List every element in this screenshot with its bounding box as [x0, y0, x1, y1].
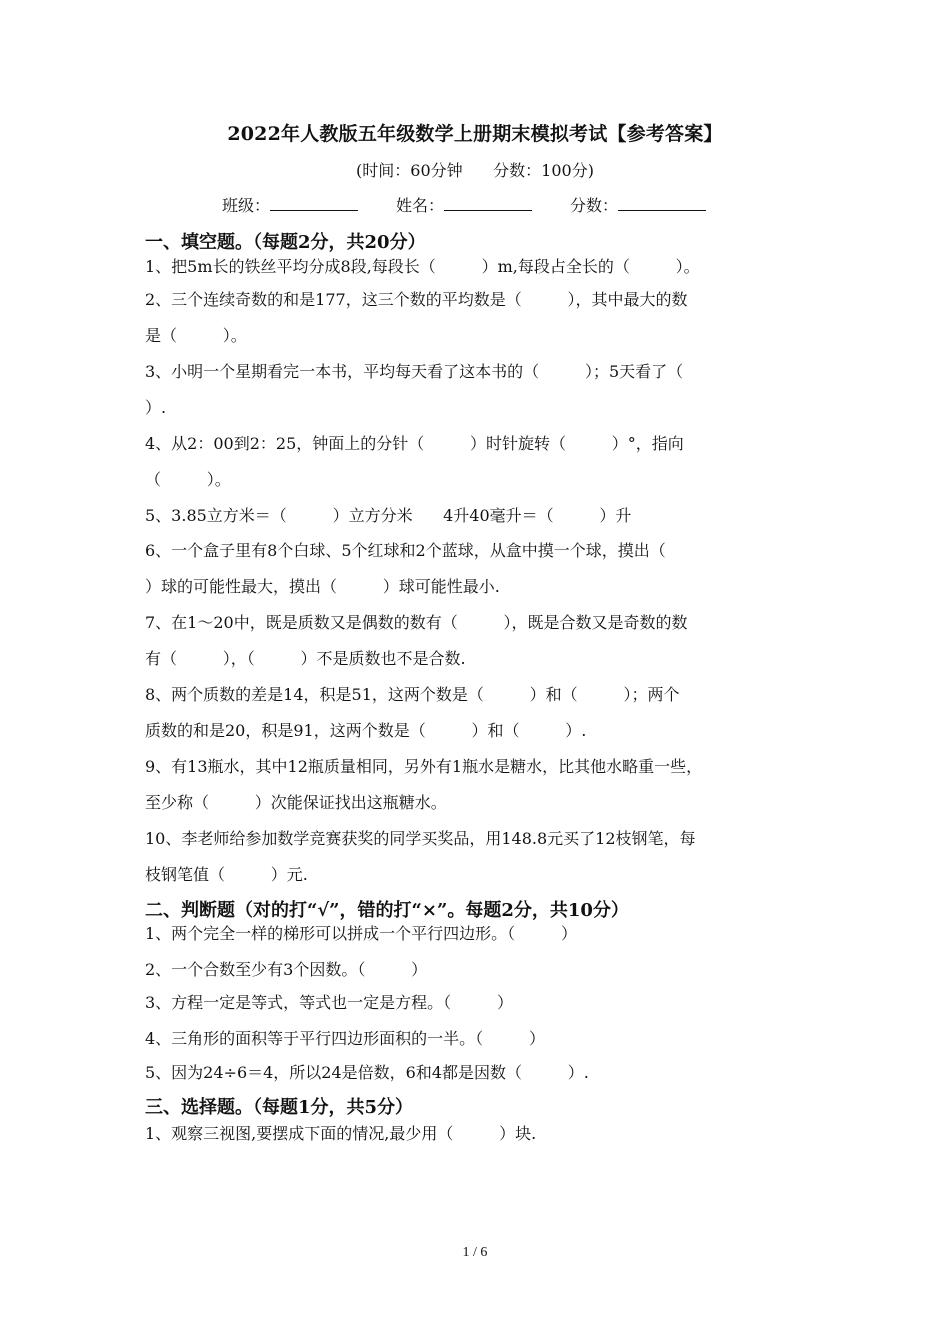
question-line: 5、3.85立方米＝（ ）立方分米 4升40毫升＝（ ）升	[145, 506, 632, 525]
page-title: 2022年人教版五年级数学上册期末模拟考试【参考答案】	[227, 123, 723, 145]
question-line: 有（ ），（ ）不是质数也不是合数.	[145, 649, 466, 668]
question-line: 是（ ）。	[145, 326, 247, 345]
section-heading-fill-blank: 一、填空题。（每题2分，共20分）	[145, 232, 426, 253]
question-line: 7、在1～20中，既是质数又是偶数的数有（ ），既是合数又是奇数的数	[145, 613, 688, 632]
question-line: 6、一个盒子里有8个白球、5个红球和2个蓝球，从盒中摸一个球，摸出（	[145, 541, 666, 560]
question-line: （ ）。	[145, 470, 231, 489]
class-label: 班级：	[222, 196, 271, 215]
question-line: 8、两个质数的差是14，积是51，这两个数是（ ）和（ ）；两个	[145, 685, 680, 704]
question-line: 4、从2：00到2：25，钟面上的分针（ ）时针旋转（ ）°，指向	[145, 434, 684, 453]
question-line: 质数的和是20，积是91，这两个数是（ ）和（ ）.	[145, 721, 587, 740]
question-line: 1、观察三视图,要摆成下面的情况,最少用（ ）块.	[145, 1124, 537, 1143]
question-line: 1、把5m长的铁丝平均分成8段,每段长（ ）m,每段占全长的（ ）。	[145, 257, 700, 276]
student-info-row	[222, 193, 744, 216]
question-line: 2、一个合数至少有3个因数。（ ）	[145, 960, 428, 979]
page-number: 1 / 6	[462, 1245, 488, 1260]
exam-time-score: (时间：60分钟 分数：100分)	[356, 161, 594, 180]
score-label: 分数：	[570, 196, 619, 215]
question-line: 4、三角形的面积等于平行四边形面积的一半。（ ）	[145, 1029, 545, 1048]
name-label: 姓名：	[396, 196, 445, 215]
question-line: 10、李老师给参加数学竞赛获奖的同学买奖品，用148.8元买了12枝钢笔，每	[145, 829, 696, 848]
question-line: 1、两个完全一样的梯形可以拼成一个平行四边形。（ ）	[145, 924, 577, 943]
question-line: 3、方程一定是等式，等式也一定是方程。（ ）	[145, 993, 513, 1012]
class-blank	[270, 194, 358, 211]
section-heading-true-false: 二、判断题（对的打“√”，错的打“×”。每题2分，共10分）	[145, 900, 629, 921]
question-line: 2、三个连续奇数的和是177，这三个数的平均数是（ ），其中最大的数	[145, 290, 688, 309]
question-line: 至少称（ ）次能保证找出这瓶糖水。	[145, 793, 447, 812]
question-line: ）.	[145, 398, 167, 417]
name-blank	[444, 194, 532, 211]
question-line: 9、有13瓶水，其中12瓶质量相同，另外有1瓶水是糖水，比其他水略重一些，	[145, 757, 703, 776]
question-line: 3、小明一个星期看完一本书，平均每天看了这本书的（ ）；5天看了（	[145, 362, 684, 381]
question-line: 5、因为24÷6＝4，所以24是倍数，6和4都是因数（ ）.	[145, 1063, 589, 1082]
section-heading-multiple-choice: 三、选择题。（每题1分，共5分）	[145, 1097, 414, 1118]
question-line: 枝钢笔值（ ）元.	[145, 865, 308, 884]
question-line: ）球的可能性最大，摸出（ ）球可能性最小.	[145, 577, 500, 596]
score-blank	[618, 194, 706, 211]
